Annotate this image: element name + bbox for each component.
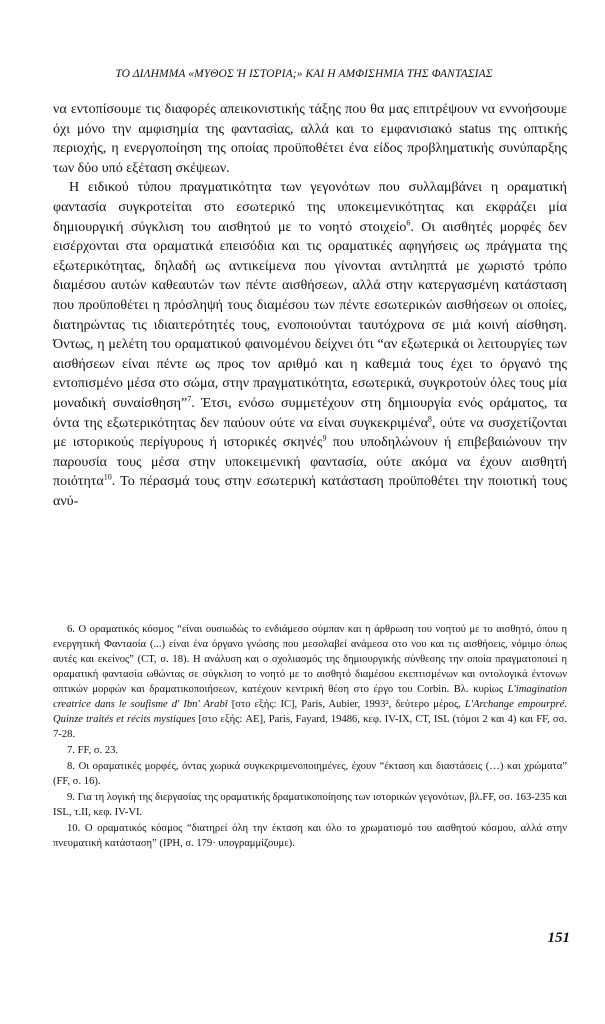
paragraph-1: να εντοπίσουμε τις διαφορές απεικονιστικής τάξης που θα μας επιτρέψουν να εννοήσουμε όχι μόνο την αμφισημία της φαντασίας, αλλά και το εμφανισιακό status της οπτικής περιοχής, η ενεργοποίηση της οποίας προϋποθέτει ένα είδος προβληματικής συνύπαρξης των δύο υπό εξέταση σκέψεων. (53, 102, 567, 176)
footnote-ref-10: 10 (103, 472, 112, 482)
footnote-6-text-b: [στο εξής: IC], Paris, Aubier, 1993², δεύτερο μέρος, (227, 699, 465, 710)
paragraph-2-part-d: , ούτε να συσχετίζονται με ιστορικούς περίγυρους ή ιστορικές σκηνές (53, 415, 567, 451)
footnote-8: 8. Οι οραματικές μορφές, όντας χωρικά συγκεκριμενοποιημένες, έχουν “έκταση και διαστάσεις (…) και χρώματα” (FF, σ. 16). (53, 761, 567, 787)
footnote-10: 10. Ο οραματικός κόσμος “διατηρεί όλη την έκταση και όλο το χρωματισμό του αισθητού κόσμου, αλλά στην πνευματική κατάσταση” (IPH, σ. 179· υπογραμμίζουμε). (53, 823, 567, 849)
footnote-6-title-2: L'Archange empourpré. Quinze traités et récits mystiques (53, 699, 567, 725)
footnote-6-text-a: 6. Ο οραματικός κόσμος “είναι ουσιωδώς το ενδιάμεσο σύμπαν και η άρθρωση του νοητού με το αισθητό, όπου η ενεργητική Φαντασία (...) είναι ένα όργανο γνώσης που μεσολαβεί ανάμεσα στο νου και τις αισθήσεις, νόμιμο όπως αυτές και εκείνος” (CT, σ. 18). Η ανάλυση και ο σχολιασμός της δημιουργικής σύνθεσης την οποία πραγματοποιεί η οραματική φαντασία ωθώντας σε σύγκλιση το νοητό με το αισθητό διαμέσου εκεπτισμένων και οντολογικά έντονων οπτικών μορφών και δραματικοποιήσεων, κατέχουν κεντρική θέση στο έργο του Corbin. Βλ. κυρίως (53, 624, 567, 695)
footnote-ref-8: 8 (427, 413, 432, 423)
paragraph-2-part-f: . Το πέρασμά τους στην εσωτερική κατάσταση προϋποθέτει την ποιοτική τους ανύ- (53, 474, 567, 509)
footnote-ref-7: 7 (187, 394, 192, 404)
paragraph-2-part-a: Η ειδικού τύπου πραγματικότητα των γεγονότων που συλλαμβάνει η οραματική φαντασία συγκροτείται στο εσωτερικό της υποκειμενικότητας και εκφράζει μία δημιουργική σύγκλιση του αισθητού με το νοητό στοιχείο (53, 180, 567, 235)
running-head: ΤΟ ΔΙΛΗΜΜΑ «ΜΥΘΟΣ Ή ΙΣΤΟΡΙΑ;» ΚΑΙ Η ΑΜΦΙΣΗΜΙΑ ΤΗΣ ΦΑΝΤΑΣΙΑΣ (115, 68, 493, 80)
paragraph-2-part-e: που υποδηλώνουν ή επιβεβαιώνουν την παρουσία τους μέσα στην υποκειμενική φαντασία, ούτε ακόμα να έχουν αισθητή ποιότητα (53, 435, 568, 490)
footnote-9: 9. Για τη λογική της διεργασίας της οραματικής δραματικοποίησης των ιστορικών γεγονότων, βλ.FF, σσ. 163-235 και ISL, τ.II, κεφ. IV-VI. (53, 792, 567, 818)
footnote-6-title-1: L'imagination creatrice dans le soufisme d' Ibn' Arabî (53, 684, 567, 710)
footnote-ref-9: 9 (322, 433, 327, 443)
footnote-6 (53, 622, 567, 742)
footnote-6-text-c: [στο εξής: AE], Paris, Fayard, 19486, κεφ. IV-IX, CT, ISL (τόμοι 2 και 4) και FF, σσ. 7-28. (53, 714, 567, 740)
paragraph-2 (53, 178, 567, 511)
footnote-7: 7. FF, σ. 23. (67, 745, 119, 756)
main-text (53, 100, 567, 511)
footnotes (53, 622, 567, 852)
paragraph-2-part-c: . Έτσι, ενόσω συμμετέχουν στη δημιουργία ενός οράματος, τα όντα της εξωτερικότητας δεν παύουν ούτε να είναι συγκεκριμένα (53, 395, 568, 431)
page-number: 151 (547, 930, 570, 946)
footnote-ref-6: 6 (406, 217, 411, 227)
paragraph-2-part-b: . Οι αισθητές μορφές δεν εισέρχονται στα οραματικά επεισόδια και τις οραματικές αφηγήσεις ως πράγματα της εξωτερικότητας, δηλαδή ως αντικείμενα που γίνονται αντιληπτά με χωριστό τρόπο διαμέσου αυτών καθεαυτών των πέντε αισθήσεων, αλλά στην κατεργασμένη κατάσταση που προϋποθέτει η πρόσληψή τους διαμέσου των πέντε εσωτερικών αισθήσεων οι οποίες, διατηρώντας τις ιδιαιτερότητές τους, ενοποιούνται ταυτόχρονα σε μιά κοινή αίσθηση. Όντως, η μελέτη του οραματικού φαινομένου δείχνει ότι “αν εξωτερικά οι λειτουργίες των αισθήσεων είναι πέντε ως προς τον αριθμό και η καθεμιά τους έχει το όργανό της εντοπισμένο μέσα στο σώμα, στην πραγματικότητα, εσωτερικά, συγκροτούν όλες τους μία μοναδική συναίσθηση” (53, 219, 567, 411)
